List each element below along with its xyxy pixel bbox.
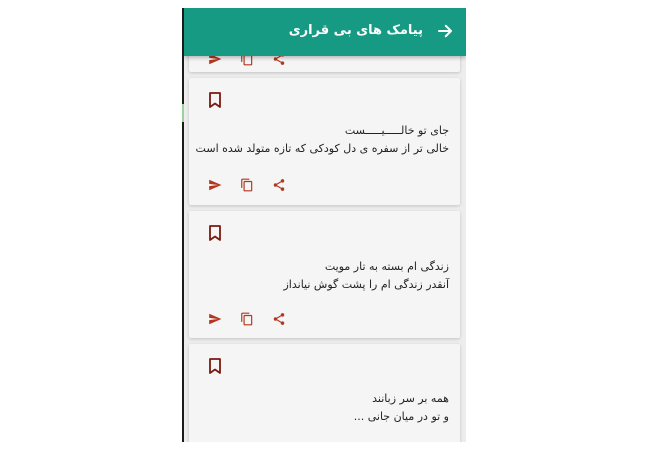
share-icon[interactable] xyxy=(272,178,286,192)
message-line: و تو در میان جانی ... xyxy=(353,410,449,423)
app-title: پیامک های بی قراری xyxy=(288,23,423,38)
bookmark-icon[interactable] xyxy=(208,225,222,241)
send-icon[interactable] xyxy=(208,178,222,192)
arrow-forward-icon[interactable] xyxy=(436,22,454,40)
message-line: آنقدر زندگی ام را پشت گوش نیانداز xyxy=(283,278,449,291)
message-line: همه بر سر زبانند xyxy=(372,392,449,405)
message-line: جای تو خالـــــیـــــست xyxy=(344,124,449,137)
message-card xyxy=(189,344,460,442)
message-line: خالی تر از سفره ی دل کودکی که تازه متولد شده است xyxy=(195,142,449,155)
message-line: زندگی ام بسته به تار مویت xyxy=(324,260,449,273)
copy-icon[interactable] xyxy=(240,178,254,192)
send-icon[interactable] xyxy=(208,312,222,326)
copy-icon[interactable] xyxy=(240,312,254,326)
message-card xyxy=(189,78,460,205)
bookmark-icon[interactable] xyxy=(208,92,222,108)
app-screen xyxy=(184,8,466,442)
app-bar xyxy=(184,8,466,56)
bookmark-icon[interactable] xyxy=(208,358,222,374)
share-icon[interactable] xyxy=(272,312,286,326)
message-card xyxy=(189,211,460,338)
